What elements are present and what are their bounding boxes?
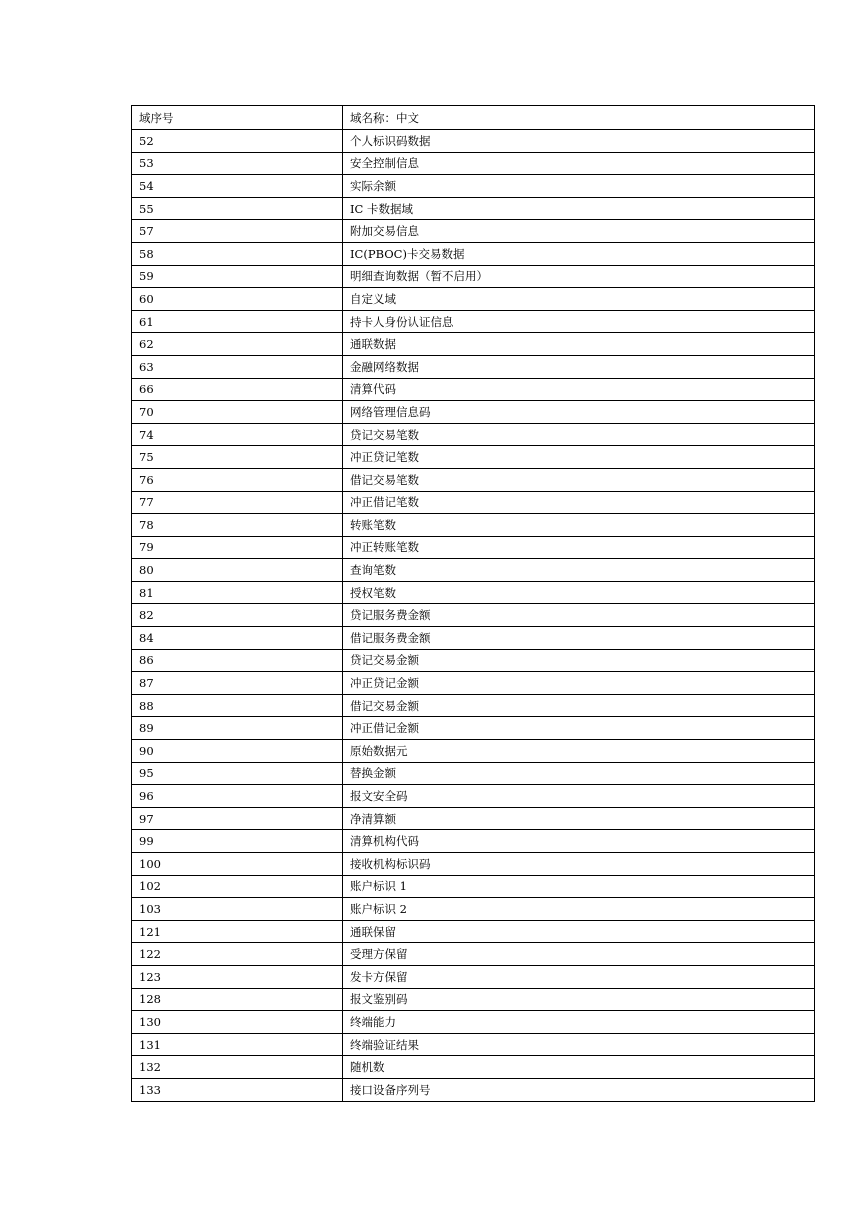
table-row [132, 740, 815, 763]
field-number-cell: 78 [132, 514, 343, 537]
field-name-cell: 接口设备序列号 [343, 1078, 815, 1101]
field-name-cell: IC 卡数据域 [343, 197, 815, 220]
field-name-cell: 冲正贷记笔数 [343, 446, 815, 469]
table-row [132, 197, 815, 220]
field-name-cell: 查询笔数 [343, 559, 815, 582]
field-number-cell: 58 [132, 242, 343, 265]
field-number-cell: 89 [132, 717, 343, 740]
table-row [132, 898, 815, 921]
header-field-name-chinese: 域名称：中文 [343, 106, 815, 130]
field-number-cell: 77 [132, 491, 343, 514]
table-row [132, 130, 815, 153]
table-row [132, 649, 815, 672]
table-row [132, 920, 815, 943]
table-row [132, 310, 815, 333]
field-number-cell: 84 [132, 627, 343, 650]
field-number-cell: 130 [132, 1011, 343, 1034]
table-row [132, 1078, 815, 1101]
field-number-cell: 55 [132, 197, 343, 220]
field-number-cell: 90 [132, 740, 343, 763]
table-row [132, 355, 815, 378]
table-row [132, 536, 815, 559]
table-row [132, 288, 815, 311]
table-row [132, 627, 815, 650]
field-number-cell: 63 [132, 355, 343, 378]
field-name-cell: 通联数据 [343, 333, 815, 356]
table-row [132, 1033, 815, 1056]
field-number-cell: 131 [132, 1033, 343, 1056]
table-row [132, 468, 815, 491]
field-name-cell: 明细查询数据（暂不启用） [343, 265, 815, 288]
table-row [132, 559, 815, 582]
field-number-cell: 81 [132, 581, 343, 604]
field-number-cell: 123 [132, 965, 343, 988]
field-number-cell: 62 [132, 333, 343, 356]
table-row [132, 581, 815, 604]
field-name-cell: 安全控制信息 [343, 152, 815, 175]
field-number-cell: 70 [132, 401, 343, 424]
table-row [132, 265, 815, 288]
field-name-cell: 贷记交易笔数 [343, 423, 815, 446]
field-number-cell: 54 [132, 175, 343, 198]
table-row [132, 514, 815, 537]
field-number-cell: 79 [132, 536, 343, 559]
field-name-cell: 个人标识码数据 [343, 130, 815, 153]
field-number-cell: 96 [132, 785, 343, 808]
field-name-cell: 贷记交易金额 [343, 649, 815, 672]
table-body [132, 130, 815, 1102]
field-number-cell: 52 [132, 130, 343, 153]
field-name-cell: 发卡方保留 [343, 965, 815, 988]
field-number-cell: 99 [132, 830, 343, 853]
field-number-cell: 74 [132, 423, 343, 446]
field-number-cell: 86 [132, 649, 343, 672]
table-row [132, 943, 815, 966]
table-row [132, 175, 815, 198]
field-name-cell: 通联保留 [343, 920, 815, 943]
table-header-row [132, 106, 815, 130]
table-row [132, 853, 815, 876]
table-row [132, 220, 815, 243]
field-name-cell: 报文鉴别码 [343, 988, 815, 1011]
header-field-number: 域序号 [132, 106, 343, 130]
table-row [132, 875, 815, 898]
field-number-cell: 76 [132, 468, 343, 491]
field-name-cell: 受理方保留 [343, 943, 815, 966]
field-number-cell: 121 [132, 920, 343, 943]
field-number-cell: 132 [132, 1056, 343, 1079]
field-number-cell: 128 [132, 988, 343, 1011]
field-name-cell: 冲正贷记金额 [343, 672, 815, 695]
field-name-cell: 清算机构代码 [343, 830, 815, 853]
field-number-cell: 66 [132, 378, 343, 401]
field-number-cell: 59 [132, 265, 343, 288]
table-row [132, 717, 815, 740]
field-name-cell: 实际余额 [343, 175, 815, 198]
field-name-cell: 报文安全码 [343, 785, 815, 808]
field-name-cell: 冲正借记笔数 [343, 491, 815, 514]
field-name-cell: 账户标识 1 [343, 875, 815, 898]
table-row [132, 1011, 815, 1034]
table-row [132, 491, 815, 514]
field-name-cell: 终端能力 [343, 1011, 815, 1034]
field-number-cell: 95 [132, 762, 343, 785]
field-name-cell: 原始数据元 [343, 740, 815, 763]
field-name-cell: 冲正转账笔数 [343, 536, 815, 559]
field-number-cell: 102 [132, 875, 343, 898]
field-name-cell: 净清算额 [343, 807, 815, 830]
table-row [132, 672, 815, 695]
field-name-cell: 终端验证结果 [343, 1033, 815, 1056]
field-name-cell: 替换金额 [343, 762, 815, 785]
field-number-cell: 80 [132, 559, 343, 582]
table-row [132, 401, 815, 424]
field-number-cell: 75 [132, 446, 343, 469]
table-row [132, 1056, 815, 1079]
table-row [132, 830, 815, 853]
field-name-cell: 网络管理信息码 [343, 401, 815, 424]
field-number-cell: 53 [132, 152, 343, 175]
field-name-cell: 借记交易笔数 [343, 468, 815, 491]
field-name-cell: 随机数 [343, 1056, 815, 1079]
table-row [132, 378, 815, 401]
field-number-cell: 88 [132, 694, 343, 717]
table-row [132, 423, 815, 446]
field-number-cell: 122 [132, 943, 343, 966]
field-name-cell: 附加交易信息 [343, 220, 815, 243]
field-name-cell: 借记服务费金额 [343, 627, 815, 650]
field-number-cell: 87 [132, 672, 343, 695]
field-number-cell: 60 [132, 288, 343, 311]
table-row [132, 604, 815, 627]
table-row [132, 785, 815, 808]
field-name-cell: 借记交易金额 [343, 694, 815, 717]
table-row [132, 965, 815, 988]
table-row [132, 694, 815, 717]
field-number-cell: 61 [132, 310, 343, 333]
field-name-cell: 接收机构标识码 [343, 853, 815, 876]
field-number-cell: 82 [132, 604, 343, 627]
table-row [132, 807, 815, 830]
field-number-cell: 97 [132, 807, 343, 830]
field-name-cell: 授权笔数 [343, 581, 815, 604]
field-definition-table [131, 105, 815, 1102]
table-row [132, 446, 815, 469]
field-name-cell: 冲正借记金额 [343, 717, 815, 740]
field-number-cell: 103 [132, 898, 343, 921]
field-name-cell: 持卡人身份认证信息 [343, 310, 815, 333]
field-name-cell: 转账笔数 [343, 514, 815, 537]
field-name-cell: 金融网络数据 [343, 355, 815, 378]
field-number-cell: 57 [132, 220, 343, 243]
table-row [132, 242, 815, 265]
field-number-cell: 100 [132, 853, 343, 876]
field-name-cell: 贷记服务费金额 [343, 604, 815, 627]
field-name-cell: 清算代码 [343, 378, 815, 401]
table-row [132, 152, 815, 175]
table-row [132, 988, 815, 1011]
field-name-cell: IC(PBOC)卡交易数据 [343, 242, 815, 265]
field-name-cell: 自定义域 [343, 288, 815, 311]
field-number-cell: 133 [132, 1078, 343, 1101]
table-row [132, 762, 815, 785]
table-row [132, 333, 815, 356]
field-name-cell: 账户标识 2 [343, 898, 815, 921]
